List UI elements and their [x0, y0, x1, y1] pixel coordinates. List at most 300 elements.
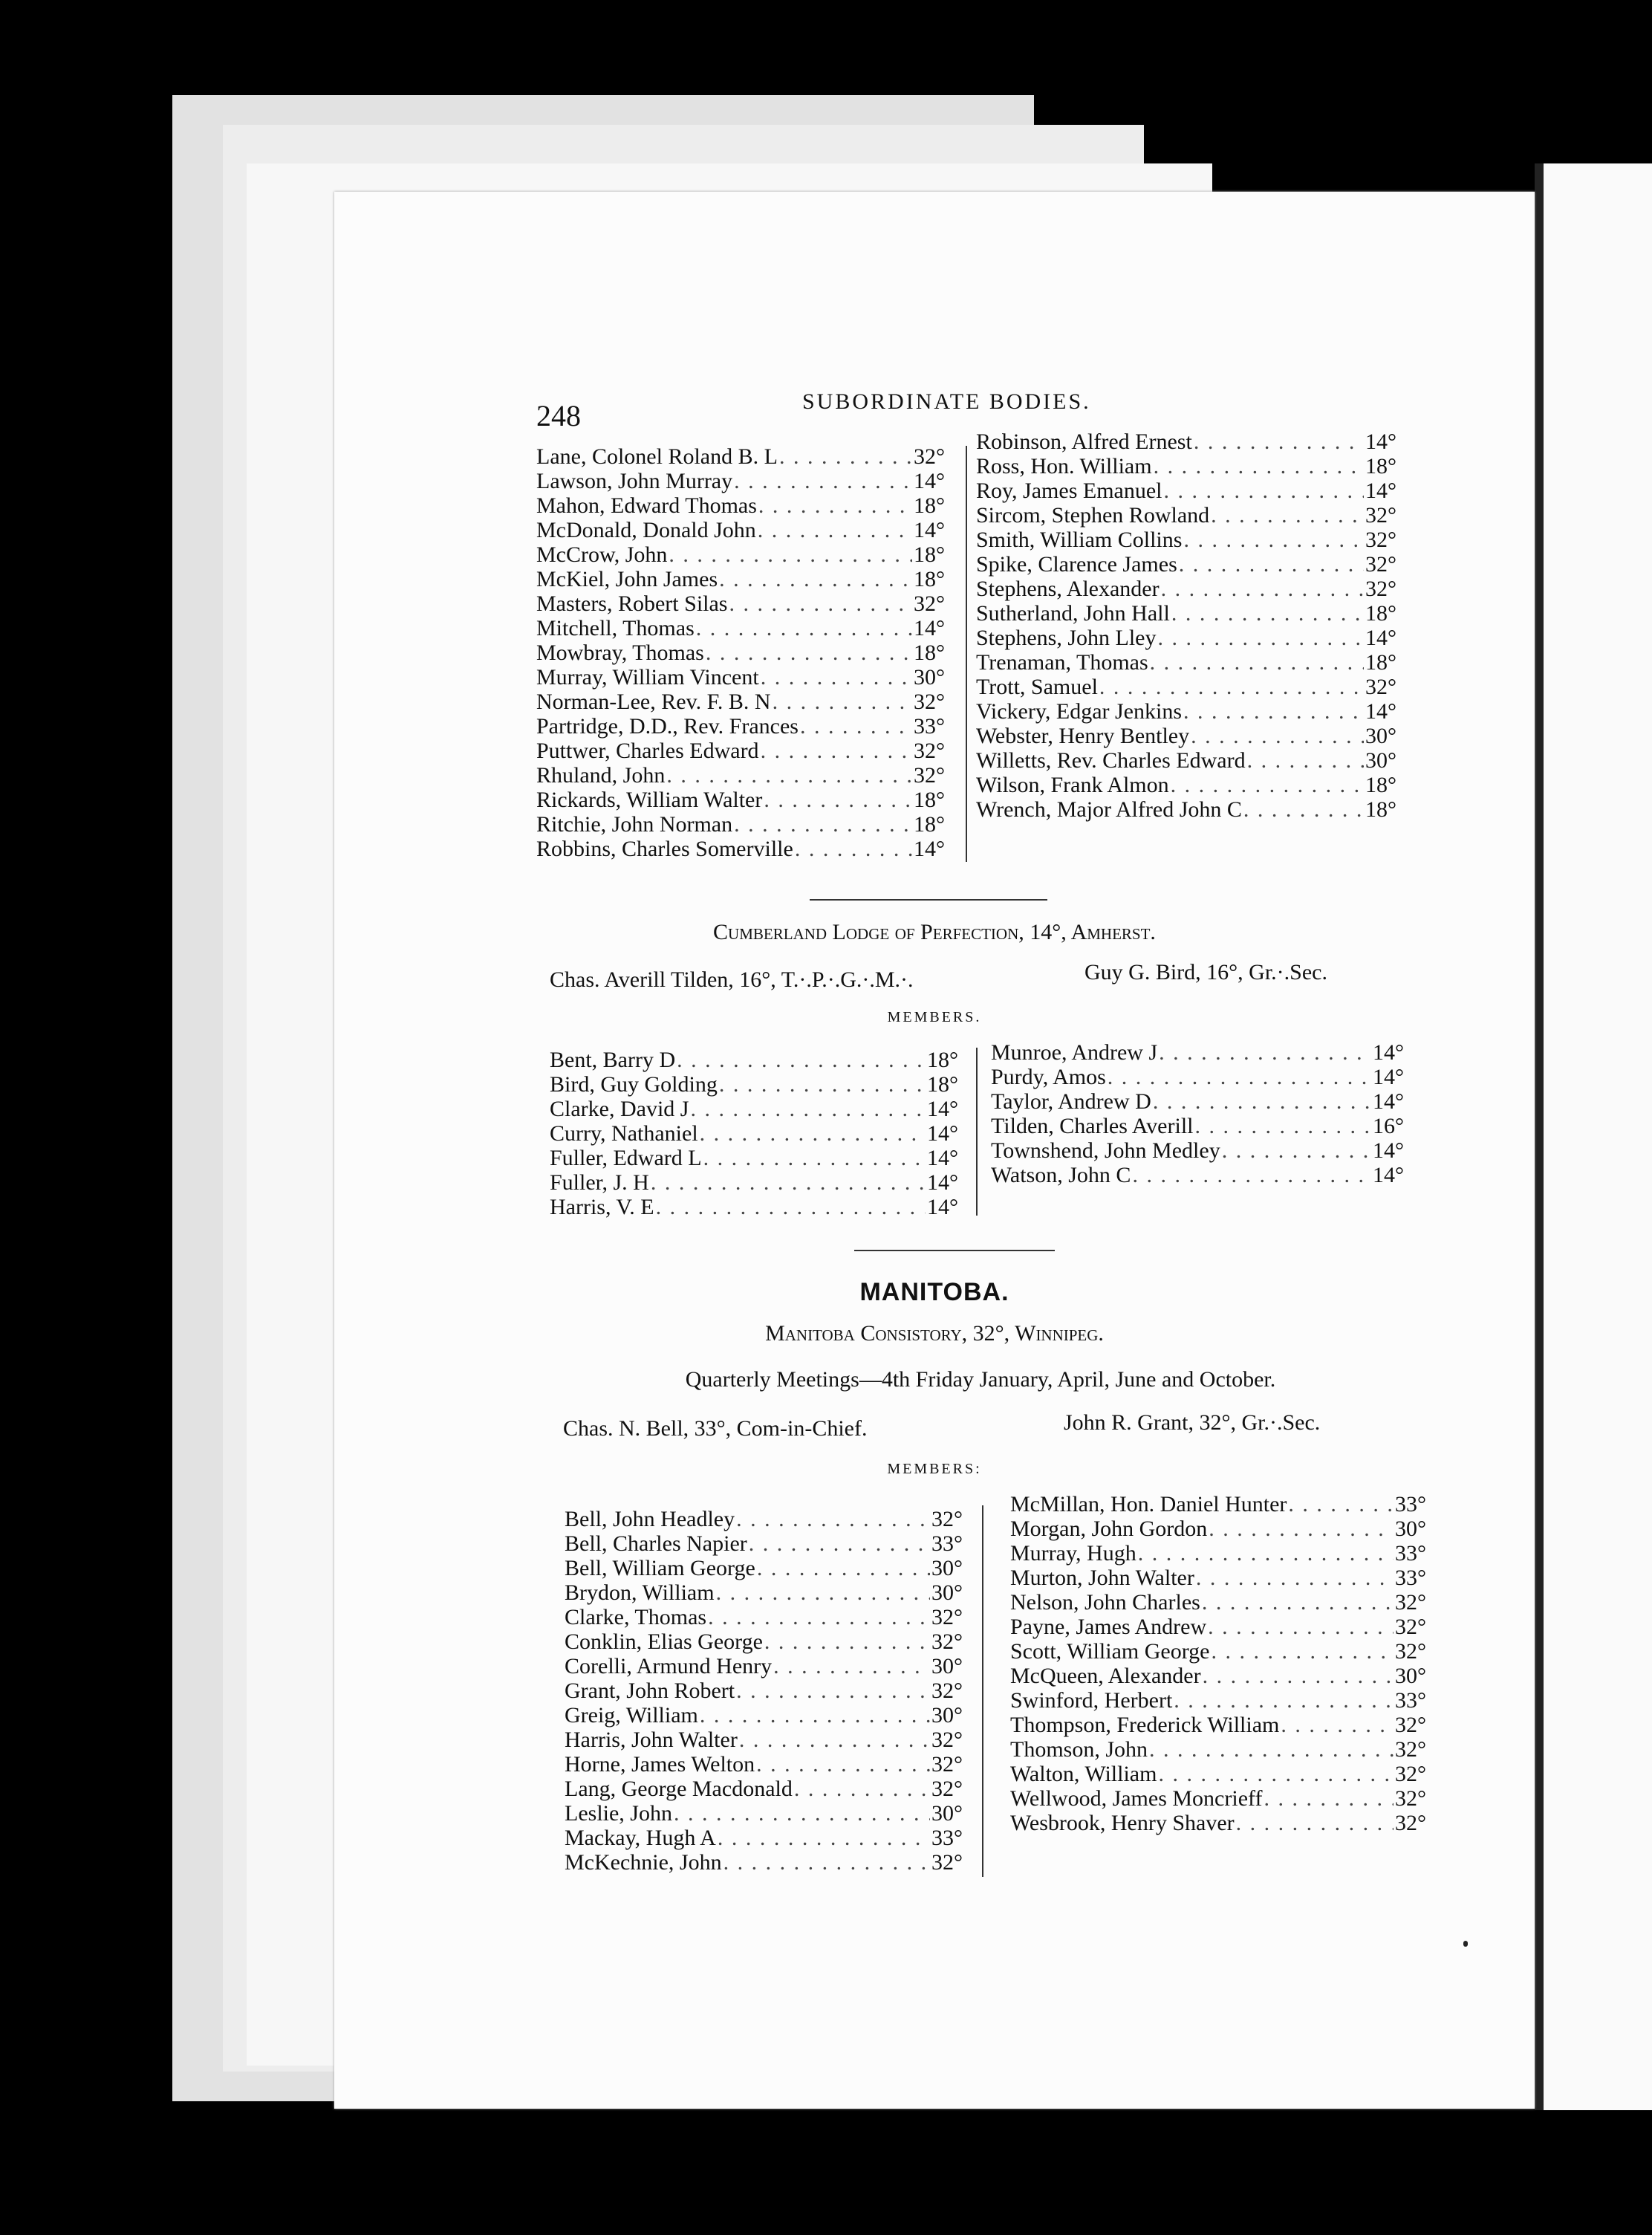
dot-leader	[1153, 1089, 1371, 1114]
column-divider	[966, 446, 967, 862]
member-name: Purdy, Amos	[991, 1065, 1106, 1089]
member-name: McMillan, Hon. Daniel Hunter	[1010, 1492, 1287, 1517]
member-name: McCrow, John	[536, 542, 668, 567]
member-degree: 18°	[1365, 797, 1396, 822]
member-name: Wilson, Frank Almon	[976, 773, 1169, 797]
member-entry	[536, 542, 945, 567]
member-name: McQueen, Alexander	[1010, 1664, 1201, 1688]
member-entry	[976, 601, 1396, 626]
dot-leader	[1209, 1517, 1394, 1541]
member-entry	[991, 1163, 1404, 1187]
member-entry	[565, 1678, 963, 1703]
member-name: Corelli, Armund Henry	[565, 1654, 773, 1678]
dot-leader	[1203, 1664, 1394, 1688]
member-name: Sircom, Stephen Rowland	[976, 503, 1210, 528]
member-entry	[565, 1703, 963, 1728]
dot-leader	[1179, 552, 1364, 577]
member-entry	[536, 690, 945, 714]
member-entry	[565, 1826, 963, 1850]
member-entry	[976, 675, 1396, 699]
member-name: Robinson, Alfred Ernest	[976, 429, 1192, 454]
member-degree: 32°	[931, 1728, 963, 1752]
member-degree: 14°	[927, 1121, 958, 1146]
member-entry	[991, 1040, 1404, 1065]
member-degree: 30°	[1365, 724, 1396, 748]
member-degree: 30°	[1395, 1517, 1426, 1541]
member-degree: 30°	[931, 1580, 963, 1605]
manitoba-officer-right: John R. Grant, 32°, Gr.·.Sec.	[1064, 1410, 1321, 1435]
dot-leader	[719, 1072, 926, 1097]
page-number: 248	[536, 399, 581, 432]
member-name: Bell, Charles Napier	[565, 1531, 747, 1556]
dot-leader	[1264, 1786, 1394, 1811]
member-degree: 32°	[1395, 1639, 1426, 1664]
member-name: Conklin, Elias George	[565, 1629, 763, 1654]
member-entry	[536, 567, 945, 591]
member-entry	[536, 518, 945, 542]
member-degree: 30°	[931, 1801, 963, 1826]
member-entry	[565, 1507, 963, 1531]
dot-leader	[1154, 454, 1364, 479]
member-name: Tilden, Charles Averill	[991, 1114, 1194, 1138]
manitoba-title: Manitoba Consistory, 32°, Winnipeg.	[765, 1321, 1104, 1346]
member-degree: 14°	[1365, 479, 1396, 503]
member-degree: 32°	[1395, 1615, 1426, 1639]
member-entry	[536, 665, 945, 690]
dot-leader	[1208, 1615, 1394, 1639]
member-name: Mitchell, Thomas	[536, 616, 695, 640]
member-name: Taylor, Andrew D	[991, 1089, 1151, 1114]
dot-leader	[651, 1170, 926, 1195]
member-name: Bell, William George	[565, 1556, 755, 1580]
member-name: Bent, Barry D	[550, 1048, 676, 1072]
member-degree: 33°	[931, 1531, 963, 1556]
member-degree: 14°	[1365, 429, 1396, 454]
member-entry	[991, 1089, 1404, 1114]
section1-left-column	[536, 444, 945, 861]
member-degree: 32°	[1395, 1590, 1426, 1615]
manitoba-meetings: Quarterly Meetings—4th Friday January, April, June and October.	[685, 1367, 1276, 1392]
member-name: Norman-Lee, Rev. F. B. N	[536, 690, 771, 714]
dot-leader	[757, 1556, 930, 1580]
member-name: Bell, John Headley	[565, 1507, 735, 1531]
member-entry	[976, 479, 1396, 503]
dot-leader	[749, 1531, 930, 1556]
member-degree: 32°	[931, 1629, 963, 1654]
dot-leader	[1288, 1492, 1394, 1517]
member-degree: 18°	[1365, 773, 1396, 797]
dot-leader	[761, 739, 912, 763]
book-page	[334, 192, 1535, 2109]
member-name: Roy, James Emanuel	[976, 479, 1162, 503]
running-head: SUBORDINATE BODIES.	[802, 389, 1091, 414]
dot-leader	[739, 1728, 930, 1752]
member-degree: 32°	[914, 591, 945, 616]
dot-leader	[723, 1850, 930, 1875]
member-name: Townshend, John Medley	[991, 1138, 1220, 1163]
member-entry	[1010, 1786, 1426, 1811]
member-degree: 18°	[1365, 454, 1396, 479]
member-entry	[565, 1850, 963, 1875]
section-heading-manitoba: MANITOBA.	[859, 1278, 1009, 1306]
dot-leader	[1164, 479, 1364, 503]
member-name: Masters, Robert Silas	[536, 591, 728, 616]
member-entry	[536, 837, 945, 861]
member-degree: 32°	[1395, 1713, 1426, 1737]
member-degree: 32°	[1365, 528, 1396, 552]
member-degree: 14°	[927, 1195, 958, 1219]
member-entry	[565, 1605, 963, 1629]
member-name: Wesbrook, Henry Shaver	[1010, 1811, 1235, 1835]
dot-leader	[718, 1826, 930, 1850]
member-entry	[550, 1097, 958, 1121]
member-degree: 30°	[914, 665, 945, 690]
member-name: Murton, John Walter	[1010, 1566, 1194, 1590]
member-degree: 14°	[1373, 1065, 1404, 1089]
section-separator	[810, 899, 1047, 901]
dot-leader	[764, 788, 912, 812]
member-name: McKiel, John James	[536, 567, 718, 591]
dot-leader	[758, 518, 912, 542]
member-name: Watson, John C	[991, 1163, 1131, 1187]
ink-speck	[1463, 1941, 1468, 1947]
member-entry	[1010, 1664, 1426, 1688]
member-degree: 32°	[1395, 1737, 1426, 1762]
member-degree: 32°	[931, 1777, 963, 1801]
member-name: Clarke, Thomas	[565, 1605, 707, 1629]
dot-leader	[690, 1097, 926, 1121]
member-entry	[536, 616, 945, 640]
member-degree: 32°	[1365, 503, 1396, 528]
member-degree: 14°	[1373, 1163, 1404, 1187]
member-entry	[536, 739, 945, 763]
dot-leader	[1183, 528, 1364, 552]
members-label: MEMBERS.	[887, 1009, 982, 1025]
member-name: McDonald, Donald John	[536, 518, 756, 542]
dot-leader	[1236, 1811, 1394, 1835]
member-entry	[536, 493, 945, 518]
dot-leader	[773, 1654, 930, 1678]
member-degree: 32°	[1365, 577, 1396, 601]
cumberland-officer-left: Chas. Averill Tilden, 16°, T.·.P.·.G.·.M.·.	[550, 967, 914, 992]
member-degree: 14°	[1373, 1138, 1404, 1163]
member-entry	[991, 1138, 1404, 1163]
dot-leader	[1183, 699, 1364, 724]
member-name: Curry, Nathaniel	[550, 1121, 698, 1146]
dot-leader	[1099, 675, 1364, 699]
dot-leader	[779, 444, 912, 469]
dot-leader	[1138, 1541, 1394, 1566]
member-name: Bird, Guy Golding	[550, 1072, 718, 1097]
member-name: Lang, George Macdonald	[565, 1777, 793, 1801]
dot-leader	[761, 665, 912, 690]
member-degree: 14°	[927, 1146, 958, 1170]
member-entry	[550, 1072, 958, 1097]
member-entry	[550, 1121, 958, 1146]
member-degree: 32°	[931, 1752, 963, 1777]
member-entry	[550, 1195, 958, 1219]
dot-leader	[734, 812, 912, 837]
member-degree: 14°	[914, 616, 945, 640]
dot-leader	[1211, 503, 1364, 528]
dot-leader	[1150, 650, 1364, 675]
member-name: Harris, John Walter	[565, 1728, 738, 1752]
member-name: Lane, Colonel Roland B. L	[536, 444, 778, 469]
member-entry	[1010, 1517, 1426, 1541]
dot-leader	[1174, 1688, 1394, 1713]
member-degree: 32°	[931, 1678, 963, 1703]
dot-leader	[1196, 1566, 1394, 1590]
member-name: Trenaman, Thomas	[976, 650, 1148, 675]
dot-leader	[736, 1507, 930, 1531]
member-entry	[565, 1752, 963, 1777]
member-name: Swinford, Herbert	[1010, 1688, 1173, 1713]
dot-leader	[708, 1605, 930, 1629]
member-name: Webster, Henry Bentley	[976, 724, 1190, 748]
dot-leader	[716, 1580, 930, 1605]
dot-leader	[1243, 797, 1364, 822]
member-degree: 32°	[1365, 552, 1396, 577]
member-degree: 32°	[1365, 675, 1396, 699]
member-entry	[565, 1556, 963, 1580]
facing-page-edge	[1544, 163, 1652, 2110]
dot-leader	[677, 1048, 926, 1072]
member-entry	[976, 577, 1396, 601]
member-degree: 30°	[1395, 1664, 1426, 1688]
member-degree: 30°	[931, 1654, 963, 1678]
member-degree: 18°	[914, 567, 945, 591]
dot-leader	[1159, 1040, 1371, 1065]
member-degree: 32°	[1395, 1762, 1426, 1786]
dot-leader	[1108, 1065, 1371, 1089]
member-name: Thompson, Frederick William	[1010, 1713, 1280, 1737]
dot-leader	[729, 591, 912, 616]
member-name: Stephens, Alexander	[976, 577, 1160, 601]
section-separator	[854, 1250, 1055, 1251]
member-name: Vickery, Edgar Jenkins	[976, 699, 1183, 724]
member-name: Mahon, Edward Thomas	[536, 493, 757, 518]
member-degree: 14°	[1373, 1040, 1404, 1065]
member-entry	[976, 626, 1396, 650]
member-entry	[536, 763, 945, 788]
member-degree: 32°	[1395, 1786, 1426, 1811]
member-name: Clarke, David J	[550, 1097, 689, 1121]
member-name: Ross, Hon. William	[976, 454, 1152, 479]
member-degree: 32°	[914, 763, 945, 788]
member-entry	[991, 1114, 1404, 1138]
member-name: Lawson, John Murray	[536, 469, 733, 493]
member-degree: 18°	[914, 640, 945, 665]
member-degree: 14°	[1373, 1089, 1404, 1114]
member-name: Smith, William Collins	[976, 528, 1183, 552]
cumberland-left-column	[550, 1048, 958, 1219]
manitoba-left-column	[565, 1507, 963, 1875]
member-degree: 18°	[914, 542, 945, 567]
member-degree: 33°	[1395, 1541, 1426, 1566]
member-entry	[976, 650, 1396, 675]
member-degree: 18°	[1365, 601, 1396, 626]
member-name: Partridge, D.D., Rev. Frances	[536, 714, 799, 739]
dot-leader	[1161, 577, 1364, 601]
dot-leader	[669, 542, 912, 567]
member-entry	[550, 1048, 958, 1072]
member-name: Payne, James Andrew	[1010, 1615, 1207, 1639]
member-entry	[565, 1580, 963, 1605]
member-degree: 32°	[914, 444, 945, 469]
member-degree: 33°	[1395, 1566, 1426, 1590]
member-entry	[550, 1170, 958, 1195]
dot-leader	[1149, 1737, 1394, 1762]
member-degree: 33°	[1395, 1492, 1426, 1517]
member-entry	[976, 797, 1396, 822]
member-name: Robbins, Charles Somerville	[536, 837, 793, 861]
member-name: Morgan, John Gordon	[1010, 1517, 1208, 1541]
member-entry	[1010, 1590, 1426, 1615]
member-name: Sutherland, John Hall	[976, 601, 1170, 626]
member-entry	[550, 1146, 958, 1170]
member-degree: 14°	[927, 1097, 958, 1121]
dot-leader	[1281, 1713, 1394, 1737]
dot-leader	[800, 714, 912, 739]
member-entry	[976, 773, 1396, 797]
member-name: Trott, Samuel	[976, 675, 1098, 699]
member-name: Murray, Hugh	[1010, 1541, 1136, 1566]
member-degree: 18°	[914, 812, 945, 837]
member-entry	[565, 1728, 963, 1752]
member-entry	[976, 552, 1396, 577]
dot-leader	[719, 567, 912, 591]
member-entry	[976, 748, 1396, 773]
member-entry	[565, 1531, 963, 1556]
member-entry	[536, 469, 945, 493]
cumberland-right-column	[991, 1040, 1404, 1187]
member-entry	[1010, 1688, 1426, 1713]
member-name: Scott, William George	[1010, 1639, 1210, 1664]
member-entry	[565, 1654, 963, 1678]
member-degree: 32°	[931, 1507, 963, 1531]
member-degree: 18°	[914, 788, 945, 812]
member-entry	[1010, 1713, 1426, 1737]
member-name: McKechnie, John	[565, 1850, 722, 1875]
member-degree: 32°	[931, 1605, 963, 1629]
member-degree: 14°	[914, 837, 945, 861]
dot-leader	[666, 763, 912, 788]
member-entry	[565, 1801, 963, 1826]
member-entry	[1010, 1811, 1426, 1835]
member-name: Rhuland, John	[536, 763, 666, 788]
dot-leader	[1132, 1163, 1371, 1187]
column-divider	[982, 1505, 983, 1877]
member-name: Thomson, John	[1010, 1737, 1148, 1762]
member-entry	[1010, 1492, 1426, 1517]
dot-leader	[1191, 724, 1364, 748]
dot-leader	[696, 616, 912, 640]
member-entry	[1010, 1737, 1426, 1762]
member-entry	[976, 699, 1396, 724]
member-degree: 32°	[931, 1850, 963, 1875]
dot-leader	[795, 837, 912, 861]
member-degree: 14°	[927, 1170, 958, 1195]
member-degree: 14°	[914, 518, 945, 542]
manitoba-right-column	[1010, 1492, 1426, 1835]
dot-leader	[674, 1801, 930, 1826]
member-entry	[1010, 1762, 1426, 1786]
member-entry	[976, 429, 1396, 454]
member-entry	[1010, 1639, 1426, 1664]
dot-leader	[1194, 429, 1364, 454]
dot-leader	[756, 1752, 930, 1777]
member-entry	[536, 714, 945, 739]
member-name: Leslie, John	[565, 1801, 672, 1826]
cumberland-title: Cumberland Lodge of Perfection, 14°, Amherst.	[713, 920, 1156, 944]
member-degree: 33°	[931, 1826, 963, 1850]
member-entry	[536, 444, 945, 469]
member-name: Rickards, William Walter	[536, 788, 763, 812]
member-entry	[1010, 1566, 1426, 1590]
member-entry	[536, 812, 945, 837]
dot-leader	[1171, 601, 1364, 626]
dot-leader	[1202, 1590, 1394, 1615]
member-entry	[565, 1777, 963, 1801]
dot-leader	[1158, 1762, 1394, 1786]
member-degree: 18°	[914, 493, 945, 518]
member-name: Grant, John Robert	[565, 1678, 735, 1703]
section1-right-column	[976, 429, 1396, 822]
manitoba-officer-left: Chas. N. Bell, 33°, Com-in-Chief.	[563, 1416, 868, 1441]
member-name: Mowbray, Thomas	[536, 640, 704, 665]
dot-leader	[703, 1146, 926, 1170]
dot-leader	[1171, 773, 1364, 797]
member-degree: 30°	[931, 1703, 963, 1728]
member-degree: 14°	[914, 469, 945, 493]
dot-leader	[734, 469, 912, 493]
member-entry	[976, 503, 1396, 528]
members-label: MEMBERS:	[887, 1461, 982, 1477]
dot-leader	[1157, 626, 1364, 650]
dot-leader	[1247, 748, 1364, 773]
dot-leader	[794, 1777, 930, 1801]
member-name: Harris, V. E	[550, 1195, 654, 1219]
member-degree: 33°	[914, 714, 945, 739]
member-degree: 32°	[914, 690, 945, 714]
member-entry	[976, 724, 1396, 748]
member-entry	[1010, 1541, 1426, 1566]
member-degree: 33°	[1395, 1688, 1426, 1713]
dot-leader	[764, 1629, 930, 1654]
dot-leader	[656, 1195, 926, 1219]
dot-leader	[758, 493, 912, 518]
member-name: Brydon, William	[565, 1580, 715, 1605]
member-degree: 14°	[1365, 699, 1396, 724]
dot-leader	[706, 640, 912, 665]
member-name: Willetts, Rev. Charles Edward	[976, 748, 1246, 773]
member-name: Wrench, Major Alfred John C	[976, 797, 1242, 822]
member-name: Nelson, John Charles	[1010, 1590, 1200, 1615]
member-entry	[536, 788, 945, 812]
member-entry	[976, 528, 1396, 552]
dot-leader	[736, 1678, 930, 1703]
member-entry	[1010, 1615, 1426, 1639]
member-name: Horne, James Welton	[565, 1752, 755, 1777]
member-degree: 18°	[927, 1048, 958, 1072]
dot-leader	[1195, 1114, 1372, 1138]
member-degree: 14°	[1365, 626, 1396, 650]
member-name: Fuller, J. H	[550, 1170, 649, 1195]
member-entry	[565, 1629, 963, 1654]
member-name: Ritchie, John Norman	[536, 812, 733, 837]
member-degree: 32°	[914, 739, 945, 763]
dot-leader	[773, 690, 912, 714]
